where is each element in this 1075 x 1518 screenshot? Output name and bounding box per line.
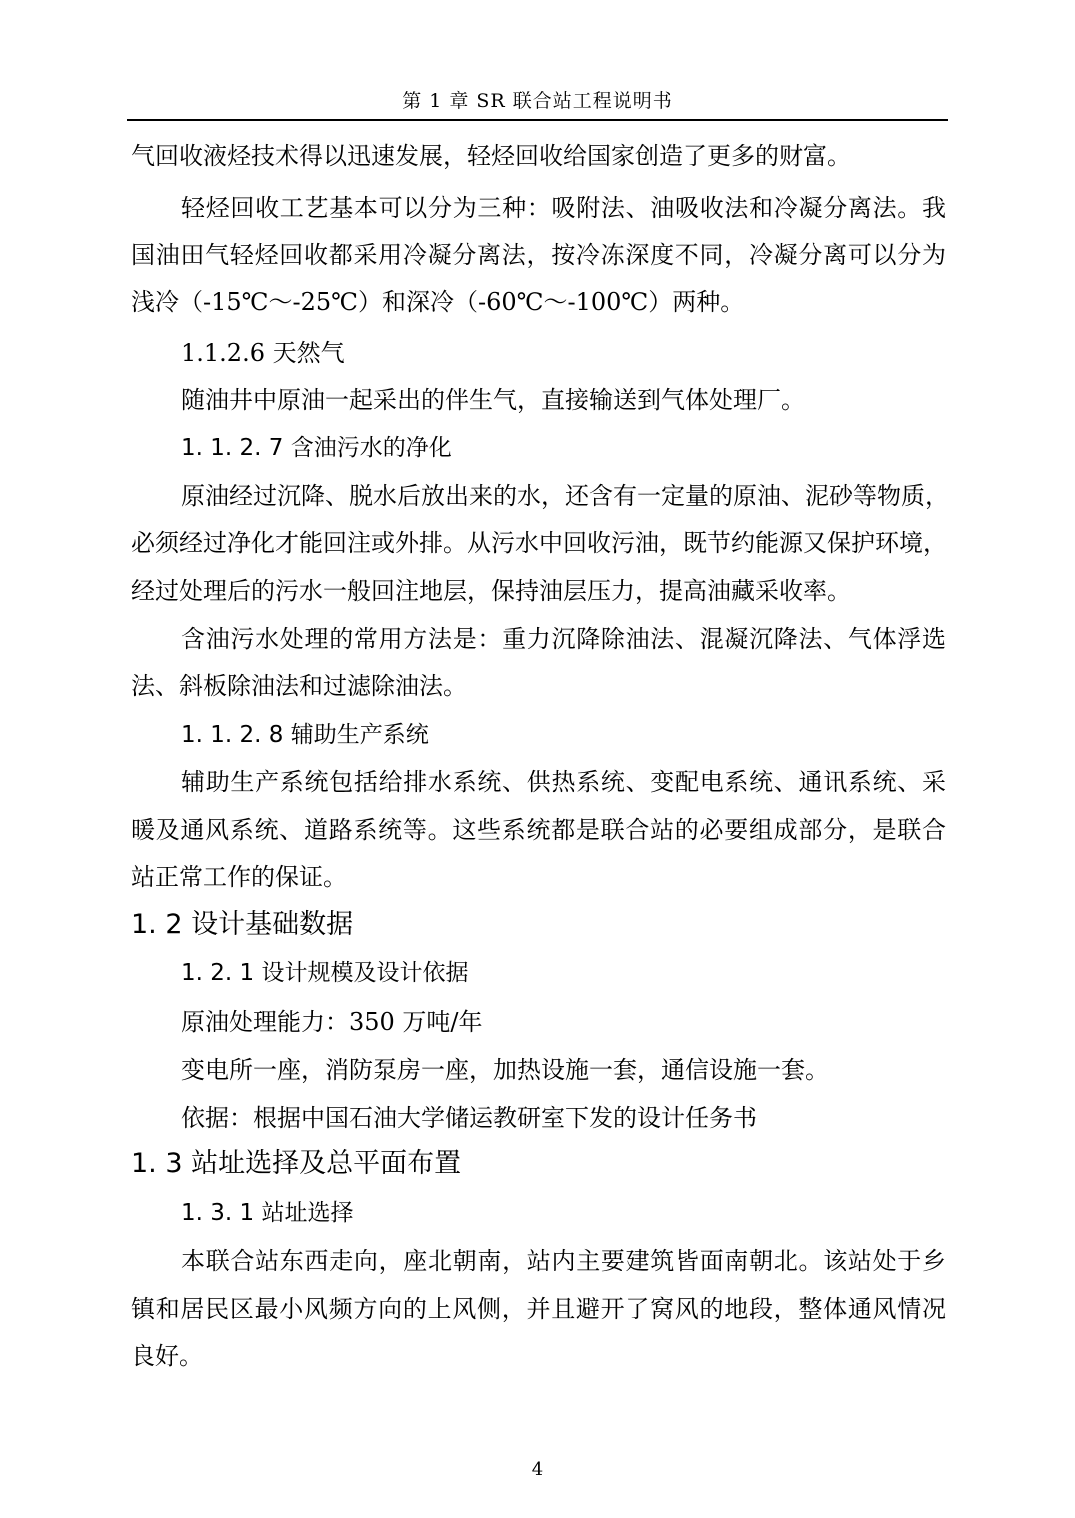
body-line: 本联合站东西走向，座北朝南，站内主要建筑皆面南朝北。该站处于乡 <box>181 1247 946 1275</box>
body-line: 暖及通风系统、道路系统等。这些系统都是联合站的必要组成部分，是联合 <box>131 816 946 844</box>
body-line: 依据：根据中国石油大学储运教研室下发的设计任务书 <box>181 1104 757 1132</box>
subsection-heading: 1.1.2.6 天然气 <box>181 339 345 367</box>
page-number: 4 <box>531 1459 544 1480</box>
body-line: 气回收液烃技术得以迅速发展，轻烃回收给国家创造了更多的财富。 <box>131 142 851 170</box>
body-line: 法、斜板除油法和过滤除油法。 <box>131 672 467 700</box>
body-line: 良好。 <box>131 1342 203 1370</box>
body-line: 随油井中原油一起采出的伴生气，直接输送到气体处理厂。 <box>181 386 805 414</box>
body-line: 必须经过净化才能回注或外排。从污水中回收污油，既节约能源又保护环境， <box>131 529 947 557</box>
body-line: 原油处理能力：350 万吨/年 <box>181 1008 483 1036</box>
body-line: 国油田气轻烃回收都采用冷凝分离法，按冷冻深度不同，冷凝分离可以分为 <box>131 241 946 269</box>
body-line: 经过处理后的污水一般回注地层，保持油层压力，提高油藏采收率。 <box>131 577 851 605</box>
section-heading: 1. 2 设计基础数据 <box>131 909 354 940</box>
subsection-heading: 1. 3. 1 站址选择 <box>181 1200 354 1226</box>
body-line: 含油污水处理的常用方法是：重力沉降除油法、混凝沉降法、气体浮选 <box>181 625 946 653</box>
subsection-heading: 1. 2. 1 设计规模及设计依据 <box>181 960 469 986</box>
header-rule <box>127 119 948 121</box>
body-line: 轻烃回收工艺基本可以分为三种：吸附法、油吸收法和冷凝分离法。我 <box>181 194 946 222</box>
body-line: 浅冷（-15℃～-25℃）和深冷（-60℃～-100℃）两种。 <box>131 288 745 316</box>
body-line: 站正常工作的保证。 <box>131 863 347 891</box>
subsection-heading: 1. 1. 2. 8 辅助生产系统 <box>181 722 429 748</box>
running-header: 第 1 章 SR 联合站工程说明书 <box>402 90 673 112</box>
subsection-heading: 1. 1. 2. 7 含油污水的净化 <box>181 435 452 461</box>
section-heading: 1. 3 站址选择及总平面布置 <box>131 1148 462 1179</box>
body-line: 镇和居民区最小风频方向的上风侧，并且避开了窝风的地段，整体通风情况 <box>131 1295 946 1323</box>
body-line: 原油经过沉降、脱水后放出来的水，还含有一定量的原油、泥砂等物质， <box>181 482 949 510</box>
body-line: 辅助生产系统包括给排水系统、供热系统、变配电系统、通讯系统、采 <box>181 768 946 796</box>
body-line: 变电所一座，消防泵房一座，加热设施一套，通信设施一套。 <box>181 1056 829 1084</box>
